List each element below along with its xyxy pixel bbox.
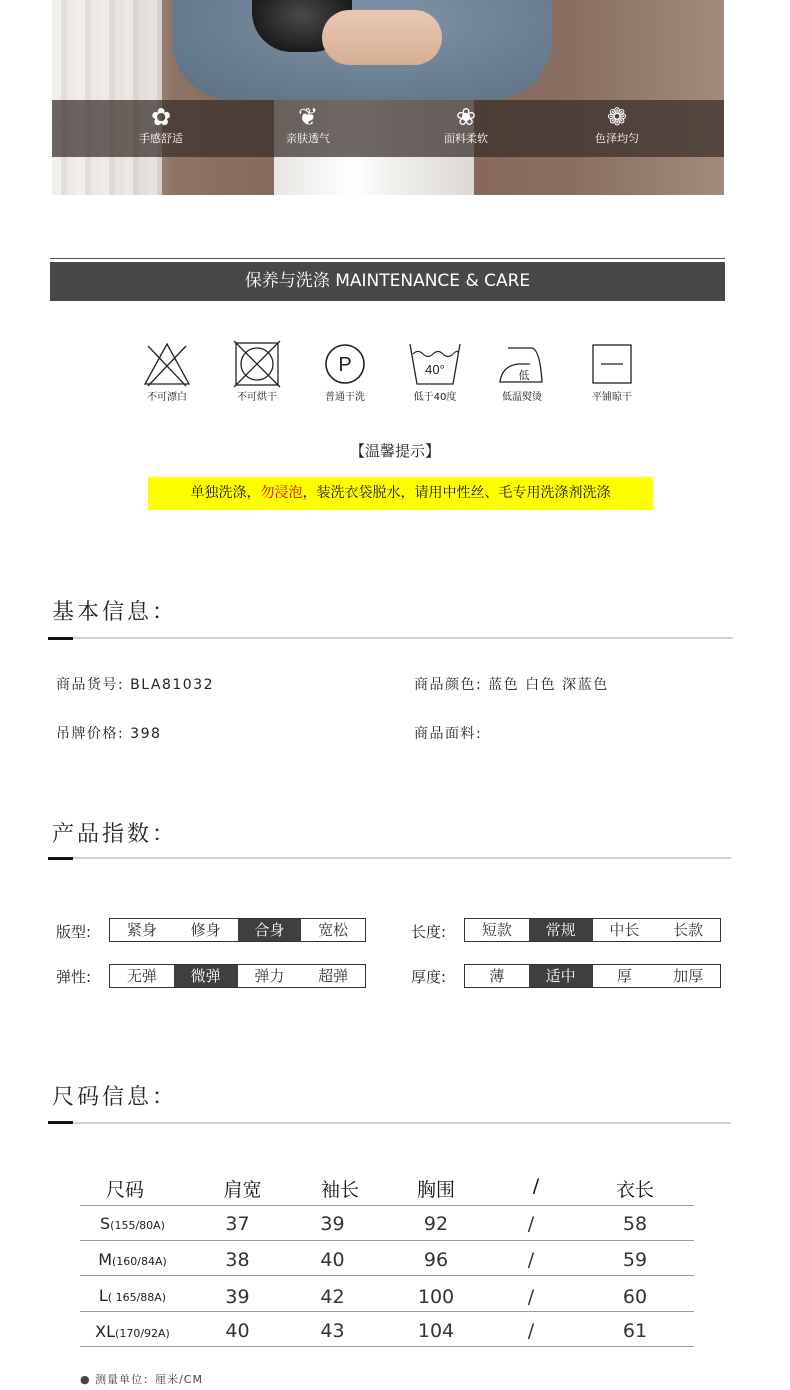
care-label: 不可漂白 <box>147 392 187 403</box>
feature-breathable <box>248 103 368 147</box>
size-cell <box>80 1250 185 1269</box>
fit-option: 紧身 <box>126 921 157 939</box>
tip-title: 【温馨提示】 <box>349 442 440 460</box>
tip-text: ，装洗衣袋脱水，请用中性丝、毛专用洗涤剂洗涤 <box>302 485 611 501</box>
item-colors-label: 商品颜色: <box>414 677 483 693</box>
size-cell <box>80 1214 185 1233</box>
table-cell: 59 <box>622 1249 648 1271</box>
care-iron-low <box>482 340 562 405</box>
table-cell: / <box>527 1286 535 1308</box>
thickness-scale <box>464 964 721 988</box>
basic-info-title: 基本信息： <box>52 600 178 625</box>
iron-temp-symbol: 低 <box>518 369 530 382</box>
section-rule <box>50 637 733 639</box>
feature-comfort <box>101 103 221 147</box>
fabric <box>414 723 482 743</box>
elasticity-option: 无弹 <box>126 967 157 985</box>
item-colors-value: 蓝色 白色 深蓝色 <box>488 677 609 693</box>
leaf-icon: ❦ <box>297 103 319 131</box>
size-cell <box>80 1322 185 1341</box>
thickness-label: 厚度: <box>411 968 447 986</box>
tag-price <box>56 723 161 743</box>
product-index-title: 产品指数： <box>52 822 178 847</box>
care-label: 平铺晾干 <box>592 392 632 403</box>
length-option: 中长 <box>609 921 640 939</box>
dry-clean-symbol: P <box>338 354 352 376</box>
size-code: S <box>100 1214 111 1233</box>
tip-warning: 勿浸泡 <box>260 485 303 501</box>
no-bleach-icon <box>142 340 192 388</box>
table-row-divider <box>80 1240 694 1241</box>
table-cell: / <box>527 1213 535 1235</box>
sleeve-header: 袖长 <box>320 1179 359 1201</box>
divider <box>50 258 725 259</box>
length-option: 短款 <box>481 921 512 939</box>
table-cell: 38 <box>225 1249 250 1271</box>
flower-icon: ✿ <box>150 103 172 131</box>
item-number <box>56 674 214 694</box>
shoulder-header: 肩宽 <box>223 1179 262 1201</box>
elasticity-option-selected: 微弹 <box>174 965 238 987</box>
table-row-divider <box>80 1275 694 1276</box>
iron-low-icon <box>496 340 548 388</box>
feature-label: 色泽均匀 <box>595 132 639 145</box>
care-label: 普通干洗 <box>325 392 365 403</box>
table-cell: 37 <box>225 1213 250 1235</box>
care-dry-flat <box>572 340 652 405</box>
table-row-divider <box>80 1311 694 1312</box>
size-header: 尺码 <box>105 1179 144 1201</box>
product-photo <box>52 0 724 195</box>
dry-clean-icon <box>320 340 370 388</box>
care-label: 不可烘干 <box>237 392 277 403</box>
care-no-tumble-dry <box>217 340 297 405</box>
feature-soft <box>406 103 526 147</box>
length-scale <box>464 918 721 942</box>
bust-header: 胸围 <box>416 1179 455 1201</box>
fit-option: 修身 <box>190 921 221 939</box>
tag-price-label: 吊牌价格: <box>56 726 125 742</box>
care-title-bar: 保养与洗涤 MAINTENANCE & CARE <box>50 262 725 301</box>
table-cell: 60 <box>622 1286 648 1308</box>
feature-label: 手感舒适 <box>139 132 183 145</box>
thickness-option: 厚 <box>616 967 632 985</box>
table-cell: 104 <box>417 1320 455 1342</box>
item-colors <box>414 674 609 694</box>
table-cell: 100 <box>417 1286 455 1308</box>
section-rule-mark <box>48 857 73 860</box>
elasticity-option: 弹力 <box>254 967 285 985</box>
table-cell: 43 <box>320 1320 345 1342</box>
size-spec: (155/80A) <box>110 1219 165 1232</box>
fit-option-selected: 合身 <box>238 919 302 941</box>
elasticity-scale <box>109 964 366 988</box>
fit-label: 版型: <box>56 923 92 941</box>
dry-flat-icon <box>587 340 637 388</box>
elasticity-label: 弹性: <box>56 968 92 986</box>
measure-unit-note: ● 测量单位：厘米/CM <box>80 1373 203 1386</box>
size-code: M <box>98 1250 112 1269</box>
table-cell: / <box>527 1249 535 1271</box>
table-cell: 39 <box>225 1286 250 1308</box>
blossom-icon: ❁ <box>606 103 628 131</box>
care-no-bleach <box>127 340 207 405</box>
table-cell: 40 <box>320 1249 345 1271</box>
thickness-option: 薄 <box>489 967 505 985</box>
section-rule-mark <box>48 637 73 640</box>
wash-temp-symbol: 40° <box>425 362 445 377</box>
length-header: 衣长 <box>615 1179 654 1201</box>
fabric-label: 商品面料: <box>414 726 483 742</box>
item-number-label: 商品货号: <box>56 677 125 693</box>
fit-scale <box>109 918 366 942</box>
no-tumble-dry-icon <box>232 340 282 388</box>
feature-color <box>557 103 677 147</box>
table-cell: 96 <box>423 1249 449 1271</box>
feature-label: 面料柔软 <box>444 132 488 145</box>
care-wash-40 <box>395 340 475 405</box>
care-label: 低于40度 <box>413 392 457 403</box>
curtain-background <box>52 0 162 195</box>
feature-label: 亲肤透气 <box>286 132 330 145</box>
thickness-option: 加厚 <box>673 967 704 985</box>
size-code: XL <box>95 1322 116 1341</box>
table-row-divider <box>80 1205 694 1206</box>
wash-40-icon <box>407 340 463 388</box>
table-cell: 58 <box>622 1213 648 1235</box>
table-cell: / <box>527 1320 535 1342</box>
table-cell: 42 <box>320 1286 345 1308</box>
lotus-icon: ❀ <box>455 103 477 131</box>
size-spec: (160/84A) <box>112 1255 167 1268</box>
care-dry-clean <box>305 340 385 405</box>
table-cell: 92 <box>423 1213 449 1235</box>
length-option-selected: 常规 <box>529 919 593 941</box>
fit-option: 宽松 <box>318 921 349 939</box>
tip-text: 单独洗涤， <box>190 485 261 501</box>
table-row-divider <box>80 1346 694 1347</box>
table-cell: 40 <box>225 1320 250 1342</box>
section-rule <box>50 1122 731 1124</box>
tip-banner <box>148 477 653 510</box>
size-spec: ( 165/88A) <box>107 1291 167 1304</box>
elasticity-option: 超弹 <box>318 967 349 985</box>
table-cell: 61 <box>622 1320 648 1342</box>
tag-price-value: 398 <box>130 726 162 742</box>
care-label: 低温熨烫 <box>502 392 542 403</box>
size-spec: (170/92A) <box>115 1327 170 1340</box>
slash-header: / <box>532 1175 540 1197</box>
section-rule <box>50 857 731 859</box>
table-cell: 39 <box>320 1213 345 1235</box>
thickness-option-selected: 适中 <box>529 965 593 987</box>
section-rule-mark <box>48 1121 73 1124</box>
item-number-value: BLA81032 <box>130 677 215 693</box>
size-info-title: 尺码信息： <box>52 1085 178 1110</box>
size-cell <box>80 1286 185 1305</box>
length-label: 长度: <box>411 923 447 941</box>
model-hands <box>322 10 442 65</box>
length-option: 长款 <box>673 921 704 939</box>
size-code: L <box>98 1286 108 1305</box>
